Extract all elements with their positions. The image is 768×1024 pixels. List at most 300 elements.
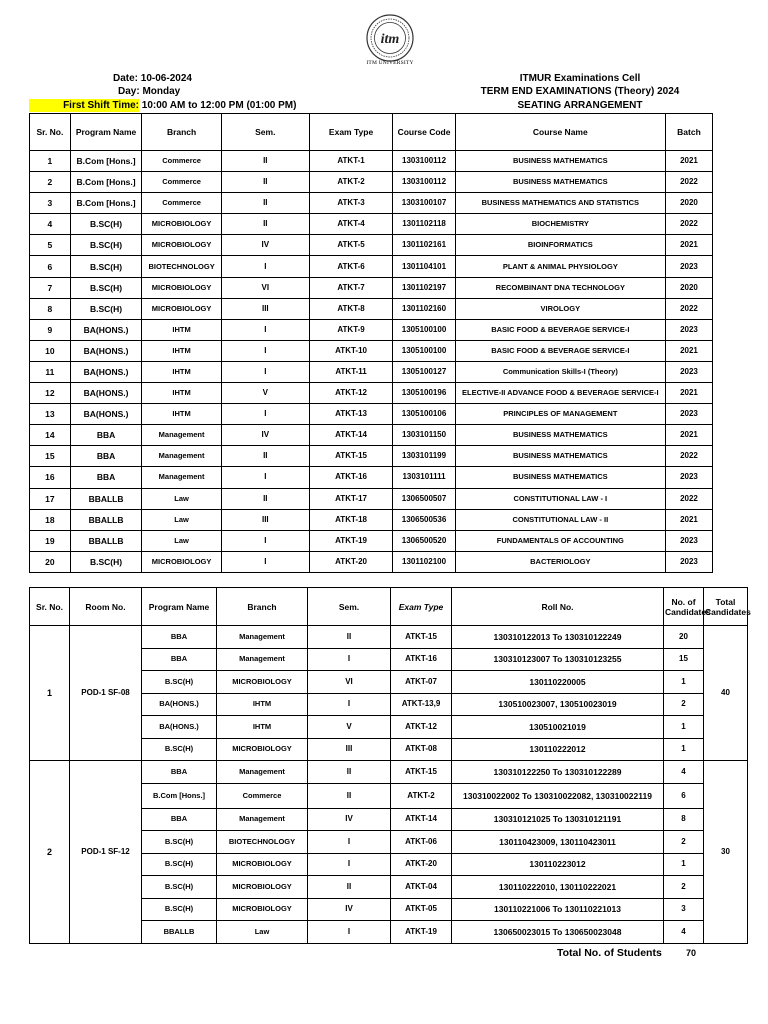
cell-exam-type: ATKT-2 xyxy=(391,783,452,808)
cell-branch: Management xyxy=(142,425,222,446)
cell-program-name: B.SC(H) xyxy=(142,898,217,921)
exam-row xyxy=(30,509,713,530)
cell-program-name: B.SC(H) xyxy=(142,671,217,694)
cell-program-name: BBALLB xyxy=(70,509,141,530)
exam-row xyxy=(30,214,713,235)
cell-exam-type: ATKT-5 xyxy=(309,235,393,256)
col-branch: Branch xyxy=(142,114,222,151)
cell-program-name: BA(HONS.) xyxy=(142,716,217,739)
cell-sem: I xyxy=(221,551,309,572)
cell-exam-type: ATKT-15 xyxy=(391,761,452,784)
cell-sem: IV xyxy=(308,898,391,921)
cell-batch: 2022 xyxy=(665,172,712,193)
cell-program-name: BA(HONS.) xyxy=(70,383,141,404)
exam-table-header xyxy=(30,114,713,151)
shift-time: 10:00 AM to 12:00 PM (01:00 PM) xyxy=(141,100,297,111)
cell-roll-no: 130310123007 To 130310123255 xyxy=(452,648,664,671)
cell-sem: II xyxy=(221,446,309,467)
cell-program-name: BA(HONS.) xyxy=(70,404,141,425)
cell-course-code: 1301102161 xyxy=(393,235,455,256)
cell-course-name: BIOINFORMATICS xyxy=(455,235,665,256)
shift-label: First Shift Time: xyxy=(29,99,139,112)
cell-program-name: BA(HONS.) xyxy=(142,693,217,716)
cell-exam-type: ATKT-08 xyxy=(391,738,452,761)
cell-program-name: BBA xyxy=(142,648,217,671)
col-room-no: Room No. xyxy=(70,588,142,626)
cell-roll-no: 130310122013 To 130310122249 xyxy=(452,626,664,649)
exam-row xyxy=(30,235,713,256)
cell-no-of-candidates: 1 xyxy=(664,738,704,761)
col-course-code: Course Code xyxy=(393,114,455,151)
cell-sem: III xyxy=(221,509,309,530)
cell-batch: 2023 xyxy=(665,530,712,551)
cell-exam-type: ATKT-05 xyxy=(391,898,452,921)
cell-branch: IHTM xyxy=(142,361,222,382)
cell-exam-type: ATKT-7 xyxy=(309,277,393,298)
cell-sem: I xyxy=(221,319,309,340)
cell-batch: 2020 xyxy=(665,193,712,214)
cell-branch: IHTM xyxy=(142,319,222,340)
cell-exam-type: ATKT-06 xyxy=(391,831,452,854)
exam-row xyxy=(30,488,713,509)
cell-no-of-candidates: 2 xyxy=(664,693,704,716)
cell-exam-type: ATKT-4 xyxy=(309,214,393,235)
cell-sr-no: 2 xyxy=(30,761,70,944)
col-exam-type: Exam Type xyxy=(391,588,452,626)
cell-batch: 2023 xyxy=(665,467,712,488)
cell-sem: II xyxy=(221,172,309,193)
cell-sem: III xyxy=(308,738,391,761)
cell-program-name: B.SC(H) xyxy=(142,738,217,761)
cell-program-name: BBA xyxy=(142,626,217,649)
cell-exam-type: ATKT-12 xyxy=(309,383,393,404)
cell-exam-type: ATKT-2 xyxy=(309,172,393,193)
cell-course-name: RECOMBINANT DNA TECHNOLOGY xyxy=(455,277,665,298)
svg-text:itm: itm xyxy=(380,32,400,47)
cell-branch: BIOTECHNOLOGY xyxy=(142,256,222,277)
cell-sr-no: 1 xyxy=(30,626,70,761)
cell-sem: II xyxy=(308,783,391,808)
cell-course-code: 1305100196 xyxy=(393,383,455,404)
cell-exam-type: ATKT-17 xyxy=(309,488,393,509)
cell-course-code: 1305100100 xyxy=(393,340,455,361)
exam-row xyxy=(30,404,713,425)
cell-course-code: 1301102160 xyxy=(393,298,455,319)
cell-sr-no: 6 xyxy=(30,256,71,277)
cell-sr-no: 5 xyxy=(30,235,71,256)
cell-course-name: BASIC FOOD & BEVERAGE SERVICE-I xyxy=(455,319,665,340)
cell-sr-no: 8 xyxy=(30,298,71,319)
cell-total-candidates: 40 xyxy=(704,626,748,761)
cell-branch: IHTM xyxy=(142,383,222,404)
cell-sem: I xyxy=(221,256,309,277)
cell-roll-no: 130310121025 To 130310121191 xyxy=(452,808,664,831)
cell-roll-no: 130310022002 To 130310022082, 130310022119 xyxy=(452,783,664,808)
cell-branch: Management xyxy=(217,761,308,784)
col-batch: Batch xyxy=(665,114,712,151)
cell-sr-no: 20 xyxy=(30,551,71,572)
cell-branch: MICROBIOLOGY xyxy=(217,738,308,761)
cell-roll-no: 130510023007, 130510023019 xyxy=(452,693,664,716)
cell-exam-type: ATKT-16 xyxy=(309,467,393,488)
cell-exam-type: ATKT-10 xyxy=(309,340,393,361)
cell-exam-type: ATKT-13,9 xyxy=(391,693,452,716)
exam-row xyxy=(30,319,713,340)
cell-branch: Commerce xyxy=(217,783,308,808)
exam-row xyxy=(30,298,713,319)
cell-batch: 2022 xyxy=(665,488,712,509)
cell-sem: IV xyxy=(221,425,309,446)
cell-sr-no: 18 xyxy=(30,509,71,530)
cell-roll-no: 130110222010, 130110222021 xyxy=(452,876,664,899)
cell-roll-no: 130510021019 xyxy=(452,716,664,739)
cell-course-code: 1306500507 xyxy=(393,488,455,509)
cell-total-candidates: 30 xyxy=(704,761,748,944)
col-sr-no: Sr. No. xyxy=(30,588,70,626)
cell-no-of-candidates: 1 xyxy=(664,853,704,876)
cell-course-name: BUSINESS MATHEMATICS xyxy=(455,467,665,488)
cell-sem: IV xyxy=(221,235,309,256)
cell-course-name: BIOCHEMISTRY xyxy=(455,214,665,235)
cell-course-code: 1303101111 xyxy=(393,467,455,488)
exam-row xyxy=(30,193,713,214)
cell-sem: II xyxy=(221,488,309,509)
cell-batch: 2023 xyxy=(665,319,712,340)
cell-exam-type: ATKT-04 xyxy=(391,876,452,899)
col-branch: Branch xyxy=(217,588,308,626)
cell-course-name: BUSINESS MATHEMATICS xyxy=(455,151,665,172)
col-course-name: Course Name xyxy=(455,114,665,151)
cell-sem: VI xyxy=(308,671,391,694)
cell-exam-type: ATKT-20 xyxy=(391,853,452,876)
cell-roll-no: 130110423009, 130110423011 xyxy=(452,831,664,854)
exam-cell-title: ITMUR Examinations Cell xyxy=(519,73,641,84)
cell-course-code: 1305100106 xyxy=(393,404,455,425)
cell-roll-no: 130110221006 To 130110221013 xyxy=(452,898,664,921)
cell-program-name: B.Com [Hons.] xyxy=(70,172,141,193)
cell-roll-no: 130110222012 xyxy=(452,738,664,761)
col-sr-no: Sr. No. xyxy=(30,114,71,151)
cell-course-code: 1305100127 xyxy=(393,361,455,382)
cell-program-name: B.SC(H) xyxy=(70,277,141,298)
col-exam-type: Exam Type xyxy=(309,114,393,151)
cell-course-code: 1303101199 xyxy=(393,446,455,467)
cell-sem: I xyxy=(308,693,391,716)
cell-batch: 2021 xyxy=(665,340,712,361)
cell-program-name: BBA xyxy=(70,467,141,488)
cell-branch: Law xyxy=(142,530,222,551)
cell-sr-no: 15 xyxy=(30,446,71,467)
cell-sr-no: 7 xyxy=(30,277,71,298)
col-sem: Sem. xyxy=(308,588,391,626)
cell-branch: IHTM xyxy=(142,404,222,425)
exam-row xyxy=(30,425,713,446)
cell-batch: 2021 xyxy=(665,509,712,530)
exam-date: 10-06-2024 xyxy=(140,73,192,84)
cell-course-name: ELECTIVE-II ADVANCE FOOD & BEVERAGE SERVICE-I xyxy=(455,383,665,404)
cell-program-name: B.SC(H) xyxy=(70,256,141,277)
cell-program-name: B.SC(H) xyxy=(142,831,217,854)
cell-sem: I xyxy=(221,404,309,425)
exam-schedule-table xyxy=(29,113,713,573)
cell-no-of-candidates: 15 xyxy=(664,648,704,671)
col-sem: Sem. xyxy=(221,114,309,151)
cell-branch: Law xyxy=(142,509,222,530)
cell-batch: 2023 xyxy=(665,551,712,572)
seating-table-header xyxy=(30,588,748,626)
cell-sr-no: 11 xyxy=(30,361,71,382)
cell-program-name: B.Com [Hons.] xyxy=(70,151,141,172)
exam-row xyxy=(30,551,713,572)
cell-exam-type: ATKT-15 xyxy=(391,626,452,649)
exam-row xyxy=(30,256,713,277)
cell-program-name: BBA xyxy=(142,761,217,784)
cell-course-name: PRINCIPLES OF MANAGEMENT xyxy=(455,404,665,425)
cell-sr-no: 3 xyxy=(30,193,71,214)
cell-sem: V xyxy=(308,716,391,739)
cell-exam-type: ATKT-1 xyxy=(309,151,393,172)
cell-course-code: 1306500520 xyxy=(393,530,455,551)
cell-exam-type: ATKT-19 xyxy=(309,530,393,551)
cell-program-name: B.SC(H) xyxy=(70,551,141,572)
cell-no-of-candidates: 2 xyxy=(664,831,704,854)
cell-sem: I xyxy=(308,648,391,671)
cell-sem: I xyxy=(221,467,309,488)
cell-room-no: POD-1 SF-12 xyxy=(70,761,142,944)
cell-branch: MICROBIOLOGY xyxy=(142,235,222,256)
day-line: Day: Monday xyxy=(118,86,181,97)
university-name: ITM UNIVERSITY xyxy=(366,60,414,66)
cell-roll-no: 130310122250 To 130310122289 xyxy=(452,761,664,784)
cell-program-name: B.SC(H) xyxy=(142,853,217,876)
seating-table xyxy=(29,587,751,944)
cell-branch: MICROBIOLOGY xyxy=(142,551,222,572)
cell-roll-no: 130650023015 To 130650023048 xyxy=(452,921,664,944)
cell-course-name: BUSINESS MATHEMATICS xyxy=(455,446,665,467)
cell-branch: IHTM xyxy=(217,716,308,739)
cell-branch: Commerce xyxy=(142,193,222,214)
cell-sr-no: 4 xyxy=(30,214,71,235)
cell-program-name: BBA xyxy=(70,446,141,467)
cell-exam-type: ATKT-11 xyxy=(309,361,393,382)
cell-sr-no: 17 xyxy=(30,488,71,509)
cell-branch: Law xyxy=(217,921,308,944)
cell-course-code: 1303100112 xyxy=(393,172,455,193)
cell-sem: II xyxy=(308,761,391,784)
cell-program-name: BBALLB xyxy=(70,530,141,551)
cell-no-of-candidates: 1 xyxy=(664,671,704,694)
cell-room-no: POD-1 SF-08 xyxy=(70,626,142,761)
col-roll-no: Roll No. xyxy=(452,588,664,626)
seating-row xyxy=(30,761,748,784)
cell-branch: IHTM xyxy=(142,340,222,361)
cell-sr-no: 19 xyxy=(30,530,71,551)
exam-row xyxy=(30,530,713,551)
cell-exam-type: ATKT-14 xyxy=(391,808,452,831)
cell-sem: V xyxy=(221,383,309,404)
cell-course-code: 1305100100 xyxy=(393,319,455,340)
cell-exam-type: ATKT-3 xyxy=(309,193,393,214)
cell-exam-type: ATKT-8 xyxy=(309,298,393,319)
cell-branch: MICROBIOLOGY xyxy=(217,853,308,876)
cell-course-name: PLANT & ANIMAL PHYSIOLOGY xyxy=(455,256,665,277)
cell-course-name: BUSINESS MATHEMATICS AND STATISTICS xyxy=(455,193,665,214)
cell-sr-no: 12 xyxy=(30,383,71,404)
cell-no-of-candidates: 3 xyxy=(664,898,704,921)
cell-course-code: 1303100107 xyxy=(393,193,455,214)
cell-branch: MICROBIOLOGY xyxy=(142,298,222,319)
cell-exam-type: ATKT-12 xyxy=(391,716,452,739)
cell-sem: II xyxy=(221,214,309,235)
cell-sr-no: 13 xyxy=(30,404,71,425)
cell-program-name: B.Com [Hons.] xyxy=(142,783,217,808)
exam-row xyxy=(30,383,713,404)
cell-course-name: CONSTITUTIONAL LAW - II xyxy=(455,509,665,530)
exam-row xyxy=(30,172,713,193)
cell-exam-type: ATKT-6 xyxy=(309,256,393,277)
cell-program-name: B.SC(H) xyxy=(70,235,141,256)
exam-title: TERM END EXAMINATIONS (Theory) 2024 xyxy=(480,86,680,97)
cell-batch: 2023 xyxy=(665,256,712,277)
cell-sr-no: 10 xyxy=(30,340,71,361)
itm-university-logo xyxy=(363,14,417,66)
cell-branch: MICROBIOLOGY xyxy=(142,277,222,298)
cell-branch: Management xyxy=(217,648,308,671)
cell-branch: Management xyxy=(217,626,308,649)
cell-program-name: BBALLB xyxy=(142,921,217,944)
cell-course-name: BACTERIOLOGY xyxy=(455,551,665,572)
cell-program-name: BA(HONS.) xyxy=(70,319,141,340)
cell-program-name: BBA xyxy=(142,808,217,831)
cell-sem: I xyxy=(221,340,309,361)
cell-batch: 2021 xyxy=(665,235,712,256)
cell-sr-no: 2 xyxy=(30,172,71,193)
exam-day: Monday xyxy=(142,86,181,97)
cell-course-name: Communication Skills-I (Theory) xyxy=(455,361,665,382)
cell-batch: 2022 xyxy=(665,214,712,235)
seating-row xyxy=(30,626,748,649)
cell-sem: I xyxy=(221,361,309,382)
cell-branch: IHTM xyxy=(217,693,308,716)
cell-program-name: B.SC(H) xyxy=(142,876,217,899)
col-program-name: Program Name xyxy=(70,114,141,151)
cell-batch: 2022 xyxy=(665,446,712,467)
cell-course-code: 1301102197 xyxy=(393,277,455,298)
cell-exam-type: ATKT-13 xyxy=(309,404,393,425)
exam-row xyxy=(30,446,713,467)
cell-branch: MICROBIOLOGY xyxy=(217,671,308,694)
cell-batch: 2023 xyxy=(665,404,712,425)
cell-batch: 2023 xyxy=(665,361,712,382)
cell-exam-type: ATKT-19 xyxy=(391,921,452,944)
cell-no-of-candidates: 6 xyxy=(664,783,704,808)
cell-program-name: BBA xyxy=(70,425,141,446)
cell-branch: Management xyxy=(142,467,222,488)
total-students-label: Total No. of Students xyxy=(557,947,662,959)
cell-course-code: 1303101150 xyxy=(393,425,455,446)
cell-sem: I xyxy=(308,921,391,944)
cell-branch: MICROBIOLOGY xyxy=(217,898,308,921)
cell-batch: 2020 xyxy=(665,277,712,298)
cell-no-of-candidates: 4 xyxy=(664,921,704,944)
cell-branch: Management xyxy=(142,446,222,467)
date-line: Date: 10-06-2024 xyxy=(113,73,192,84)
total-students-value: 70 xyxy=(686,948,697,958)
cell-sr-no: 1 xyxy=(30,151,71,172)
cell-course-code: 1306500536 xyxy=(393,509,455,530)
cell-course-name: CONSTITUTIONAL LAW - I xyxy=(455,488,665,509)
cell-branch: BIOTECHNOLOGY xyxy=(217,831,308,854)
cell-sr-no: 14 xyxy=(30,425,71,446)
seating-arrangement-title: SEATING ARRANGEMENT xyxy=(517,100,643,111)
cell-course-code: 1303100112 xyxy=(393,151,455,172)
shift-line xyxy=(29,99,296,112)
cell-sem: VI xyxy=(221,277,309,298)
exam-row xyxy=(30,151,713,172)
cell-branch: MICROBIOLOGY xyxy=(142,214,222,235)
cell-batch: 2022 xyxy=(665,298,712,319)
cell-no-of-candidates: 20 xyxy=(664,626,704,649)
cell-sem: I xyxy=(221,530,309,551)
cell-branch: Law xyxy=(142,488,222,509)
cell-exam-type: ATKT-20 xyxy=(309,551,393,572)
cell-exam-type: ATKT-18 xyxy=(309,509,393,530)
exam-row xyxy=(30,467,713,488)
cell-batch: 2021 xyxy=(665,151,712,172)
exam-row xyxy=(30,277,713,298)
exam-row xyxy=(30,340,713,361)
col-no-of-candidates: No. of Candidates xyxy=(664,588,704,626)
cell-course-code: 1301104101 xyxy=(393,256,455,277)
cell-sem: IV xyxy=(308,808,391,831)
cell-exam-type: ATKT-9 xyxy=(309,319,393,340)
cell-sr-no: 9 xyxy=(30,319,71,340)
cell-no-of-candidates: 8 xyxy=(664,808,704,831)
col-total-candidates: Total Candidates xyxy=(704,588,748,626)
cell-sem: I xyxy=(308,831,391,854)
cell-batch: 2021 xyxy=(665,425,712,446)
cell-batch: 2021 xyxy=(665,383,712,404)
cell-program-name: BBALLB xyxy=(70,488,141,509)
cell-sem: II xyxy=(221,193,309,214)
cell-no-of-candidates: 4 xyxy=(664,761,704,784)
cell-exam-type: ATKT-15 xyxy=(309,446,393,467)
cell-branch: Commerce xyxy=(142,172,222,193)
cell-course-name: BASIC FOOD & BEVERAGE SERVICE-I xyxy=(455,340,665,361)
cell-sem: II xyxy=(221,151,309,172)
cell-sem: I xyxy=(308,853,391,876)
cell-program-name: B.SC(H) xyxy=(70,214,141,235)
col-program-name: Program Name xyxy=(142,588,217,626)
cell-course-code: 1301102100 xyxy=(393,551,455,572)
cell-branch: Commerce xyxy=(142,151,222,172)
cell-course-name: BUSINESS MATHEMATICS xyxy=(455,172,665,193)
cell-branch: MICROBIOLOGY xyxy=(217,876,308,899)
cell-course-name: VIROLOGY xyxy=(455,298,665,319)
cell-roll-no: 130110220005 xyxy=(452,671,664,694)
cell-program-name: BA(HONS.) xyxy=(70,361,141,382)
cell-program-name: B.Com [Hons.] xyxy=(70,193,141,214)
cell-exam-type: ATKT-14 xyxy=(309,425,393,446)
cell-roll-no: 130110223012 xyxy=(452,853,664,876)
cell-program-name: BA(HONS.) xyxy=(70,340,141,361)
cell-course-name: BUSINESS MATHEMATICS xyxy=(455,425,665,446)
cell-no-of-candidates: 2 xyxy=(664,876,704,899)
exam-row xyxy=(30,361,713,382)
cell-exam-type: ATKT-07 xyxy=(391,671,452,694)
cell-course-name: FUNDAMENTALS OF ACCOUNTING xyxy=(455,530,665,551)
cell-course-code: 1301102118 xyxy=(393,214,455,235)
